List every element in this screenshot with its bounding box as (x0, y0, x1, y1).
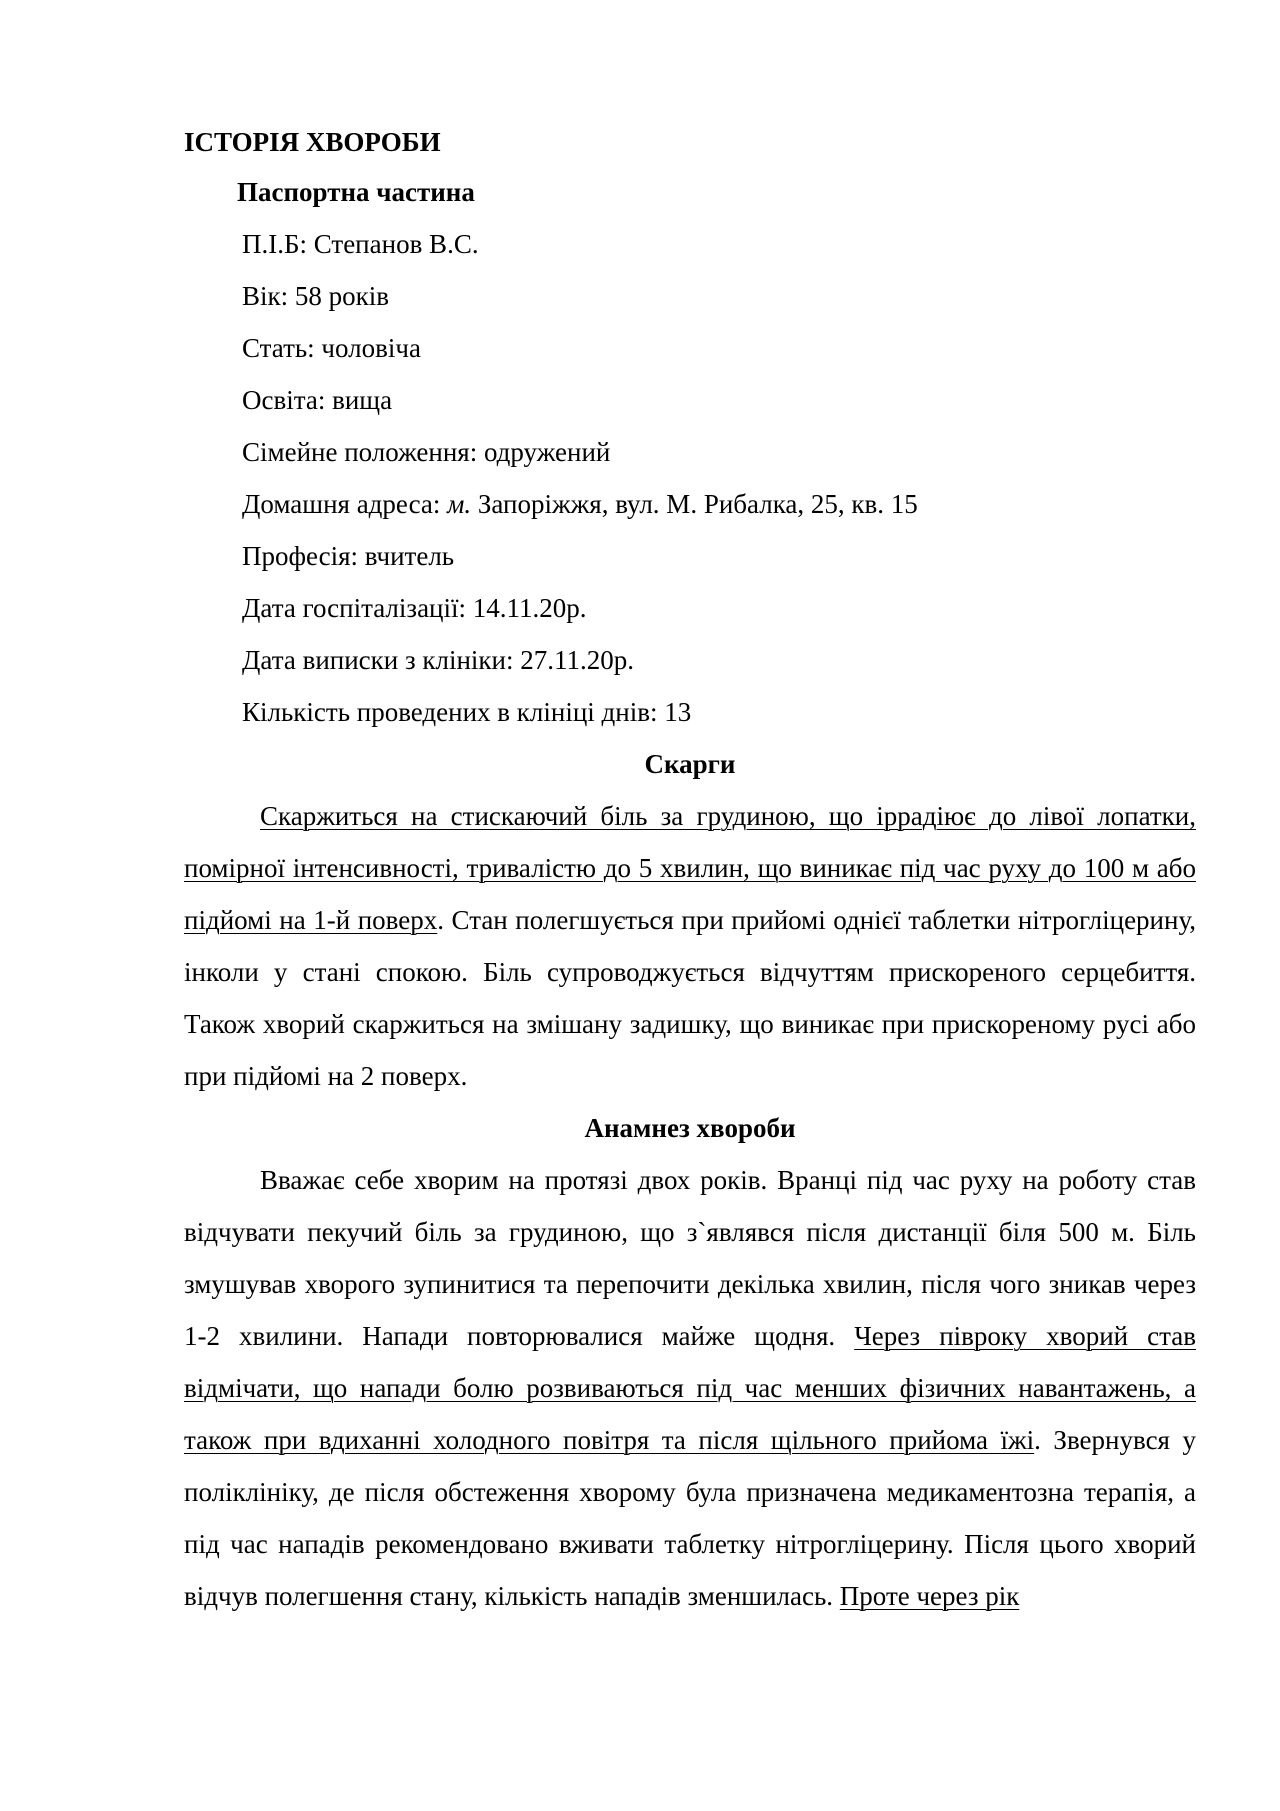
passport-heading: Паспортна частина (237, 177, 475, 207)
passport-name: П.І.Б: Степанов В.С. (242, 229, 479, 259)
passport-admission-date: Дата госпіталізації: 14.11.20р. (242, 593, 587, 623)
document-page (184, 118, 1196, 1622)
anamnesis-part1: Вважає себе хворим на протязі двох років. Вранці під час руху на роботу став відчувати пекучий біль за грудиною, що з`являвся після дистанції біля 500 м. Біль змушував хворого зупинитися та перепочити декілька хвилин, після чого зникав через 1-2 хвилини. Напади повторювалися майже щодня. (184, 1165, 1196, 1351)
address-city-abbr: м. (447, 489, 472, 519)
passport-sex: Стать: чоловіча (242, 333, 421, 363)
complaints-underlined: Скаржиться на стискаючий біль за грудиною, що іррадіює до лівої лопатки, помірної інтенсивності, тривалістю до 5 хвилин, що виникає під час руху до 100 м або підйомі на 1-й поверх (184, 801, 1196, 935)
passport-profession: Професія: вчитель (242, 541, 455, 571)
passport-discharge-date: Дата виписки з клініки: 27.11.20р. (242, 645, 634, 675)
document-title: ІСТОРІЯ ХВОРОБИ (184, 127, 441, 157)
address-label: Домашня адреса: (242, 489, 448, 519)
passport-education: Освіта: вища (242, 385, 393, 415)
address-rest: Запоріжжя, вул. М. Рибалка, 25, кв. 15 (471, 489, 918, 519)
complaints-paragraph (184, 790, 1196, 1102)
anamnesis-paragraph (184, 1154, 1196, 1622)
passport-marital: Сімейне положення: одружений (242, 437, 611, 467)
passport-days: Кількість проведених в клініці днів: 13 (242, 697, 692, 727)
passport-address (184, 478, 1196, 530)
anamnesis-heading: Анамнез хвороби (584, 1113, 796, 1143)
complaints-heading: Скарги (644, 749, 736, 779)
anamnesis-underlined1: Через півроку хворий став відмічати, що напади болю розвиваються під час менших фізичних навантажень, а також при вдиханні холодного повітря та після щільного прийома їжі (184, 1321, 1196, 1455)
complaints-rest: . Стан полегшується при прийомі однієї таблетки нітрогліцерину, інколи у стані спокою. Біль супроводжується відчуттям прискореного серцебиття. Також хворий скаржиться на змішану задишку, що виникає при прискореному русі або при підйомі на 2 поверх. (184, 905, 1196, 1091)
passport-age: Вік: 58 років (242, 281, 389, 311)
anamnesis-part2: . Звернувся у поліклініку, де після обстеження хворому була призначена медикаментозна терапія, а під час нападів рекомендовано вживати таблетку нітрогліцерину. Після цього хворий відчув полегшення стану, кількість нападів зменшилась. (184, 1425, 1196, 1611)
anamnesis-underlined2: Проте через рік (839, 1581, 1020, 1611)
